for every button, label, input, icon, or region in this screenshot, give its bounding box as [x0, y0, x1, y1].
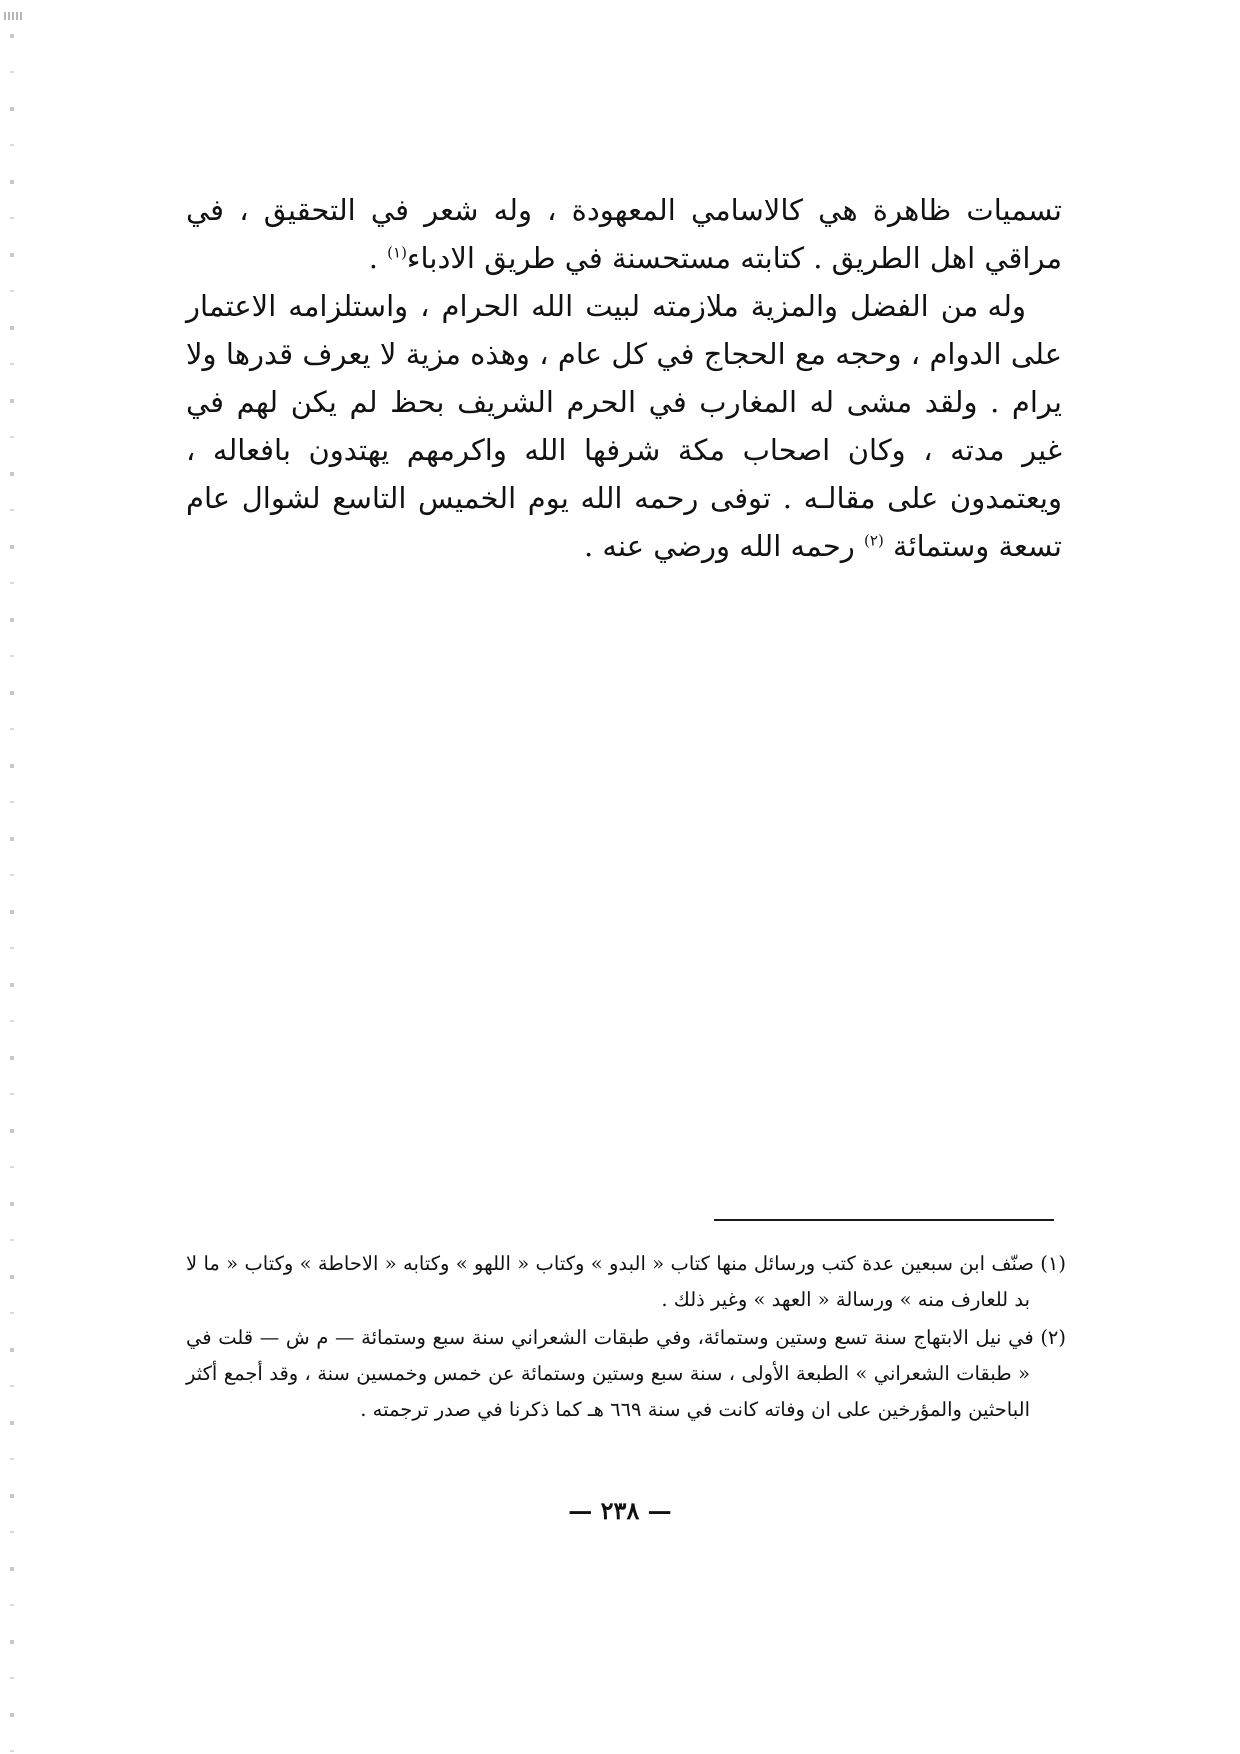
footnote-1-text: صنّف ابن سبعين عدة كتب ورسائل منها كتاب « البدو » وكتاب « اللهو » وكتابه « الاحاطة » وكتاب « ما لا بد للعارف منه » ورسالة « العهد » وغير ذلك . [186, 1252, 1034, 1311]
footnote-1-marker: (١) [1040, 1252, 1066, 1275]
scan-edge-speckle [10, 0, 14, 1754]
footnote-2 [186, 1320, 1066, 1428]
footnote-ref-2: (٢) [864, 531, 884, 550]
page-number: — ٢٣٨ — [568, 1496, 672, 1525]
paragraph-1-end: . [368, 241, 388, 275]
paragraph-1 [186, 186, 1062, 282]
paragraph-2 [186, 282, 1062, 570]
paragraph-1-text: تسميات ظاهرة هي كالاسامي المعهودة ، وله شعر في التحقيق ، في مراقي اهل الطريق . كتابته مستحسنة في طريق الادباء [186, 193, 1062, 275]
paragraph-2-text: وله من الفضل والمزية ملازمته لبيت الله الحرام ، واستلزامه الاعتمار على الدوام ، وحجه مع الحجاج في كل عام ، وهذه مزية لا يعرف قدرها ولا يرام . ولقد مشى له المغارب في الحرم الشريف بحظ لم يكن لهم في غير مدته ، وكان اصحاب مكة شرفها الله واكرمهم يهتدون بافعاله ، ويعتمدون على مقالـه . توفى رحمه الله يوم الخميس التاسع لشوال عام تسعة وستمائة [186, 289, 1062, 563]
footnotes-section [186, 1246, 1066, 1430]
footnote-1 [186, 1246, 1066, 1318]
paragraph-2-end: رحمه الله ورضي عنه . [584, 529, 855, 563]
main-text-body [186, 186, 1062, 570]
footnote-2-text: في نيل الابتهاج سنة تسع وستين وستمائة، وفي طبقات الشعراني سنة سبع وستمائة — م ش — قلت في « طبقات الشعراني » الطبعة الأولى ، سنة سبع وستين وستمائة عن خمس وخمسين سنة ، وقد أجمع أكثر الباحثين والمؤرخين على ان وفاته كانت في سنة ٦٦٩ هـ كما ذكرنا في صدر ترجمته . [186, 1326, 1034, 1421]
footnote-ref-1: (١) [387, 243, 407, 262]
footnote-2-marker: (٢) [1040, 1326, 1067, 1349]
footnote-separator [714, 1219, 1054, 1221]
